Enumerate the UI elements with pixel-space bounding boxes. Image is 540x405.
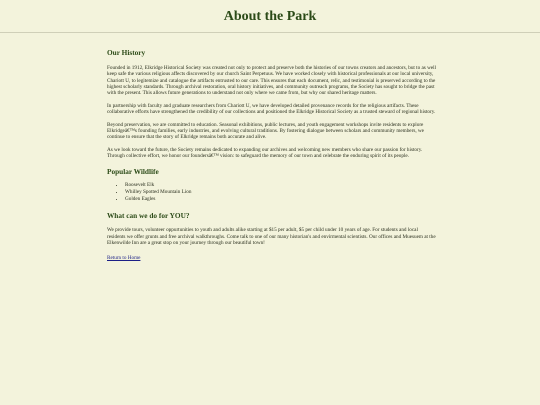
page-title: About the Park [223, 9, 317, 24]
popular-wildlife-section [107, 167, 437, 203]
return-to-home-link[interactable]: Return to Home [107, 255, 141, 262]
our-history-section [107, 48, 437, 159]
wildlife-item-roosevelt-elk: • Roosevelt Elk [125, 182, 437, 189]
what-can-we-do-heading: What can we do for YOU? [107, 211, 190, 221]
history-paragraph-1: Founded in 1912, Elkridge Historical Society was created not only to protect and preserve both the histories of our towns creators and ancestors, but to as well keep safe the various religious affects discovered by our church Saint Perpetuus. We have worked closely with historical professionals at our local university, Chariott U, to legitemize and catalogue the artifacts entrusted to our care. This ensures that each document, relic, and testimonial is preserved according to the highest scholarly standards. Through archival restoration, oral history initiatives, and community outreach programs, the Society has sought to bridge the past with the present. This allows future generations to understand not only where we came from, but why our shared heritage matters. [107, 65, 437, 97]
page-header [0, 0, 540, 33]
what-can-we-do-section [107, 211, 437, 264]
popular-wildlife-heading: Popular Wildlife [107, 167, 159, 177]
history-paragraph-2: In partnership with faculty and graduate researchers from Chariott U, we have developed detailed provenance records for the religious artifacts. These collaborative efforts have strengthened the credibility of our collections and positioned the Elkridge Historical Society as a trusted steward of regional history. [107, 102, 436, 116]
history-paragraph-4: As we look toward the future, the Society remains dedicated to expanding our archives and welcoming new members who share our passion for history. Through collective effort, we honor our foundersâ€™ vision: to safeguard the memory of our town and celebrate the enduring spirit of its people. [107, 146, 423, 160]
our-history-heading: Our History [107, 48, 146, 57]
wildlife-list [107, 182, 437, 203]
wildlife-item-golden-eagles: • Golden Eagles [125, 196, 437, 203]
main-content [107, 48, 437, 264]
cta-paragraph: We provide tours, volunteer oppurtunities to youth and adults alike starting at $15 per adult, $5 per child under 10 years of age. For students and local residents we offer grunts and free archival walkthroughs. Come talk to one of our many historian's and envirmental scientists. Our offices and Muesuem at the Elkenwilde Inn are a great stop on your journey through our beautiful town! [107, 227, 436, 247]
history-paragraph-3: Beyond preservation, we are committed to education. Seasonal exhibitions, public lectures, and youth engagement workshops invite residents to explore Elkridgeâ€™s founding families, early industries, and evolving cultural traditions. By fostering dialogue between scholars and community members, we continue to ensure that the story of Elkridge remains both accurate and alive. [107, 121, 424, 141]
wildlife-item-mountain-lion: • Whilley Spotted Mountain Lion [125, 189, 437, 196]
